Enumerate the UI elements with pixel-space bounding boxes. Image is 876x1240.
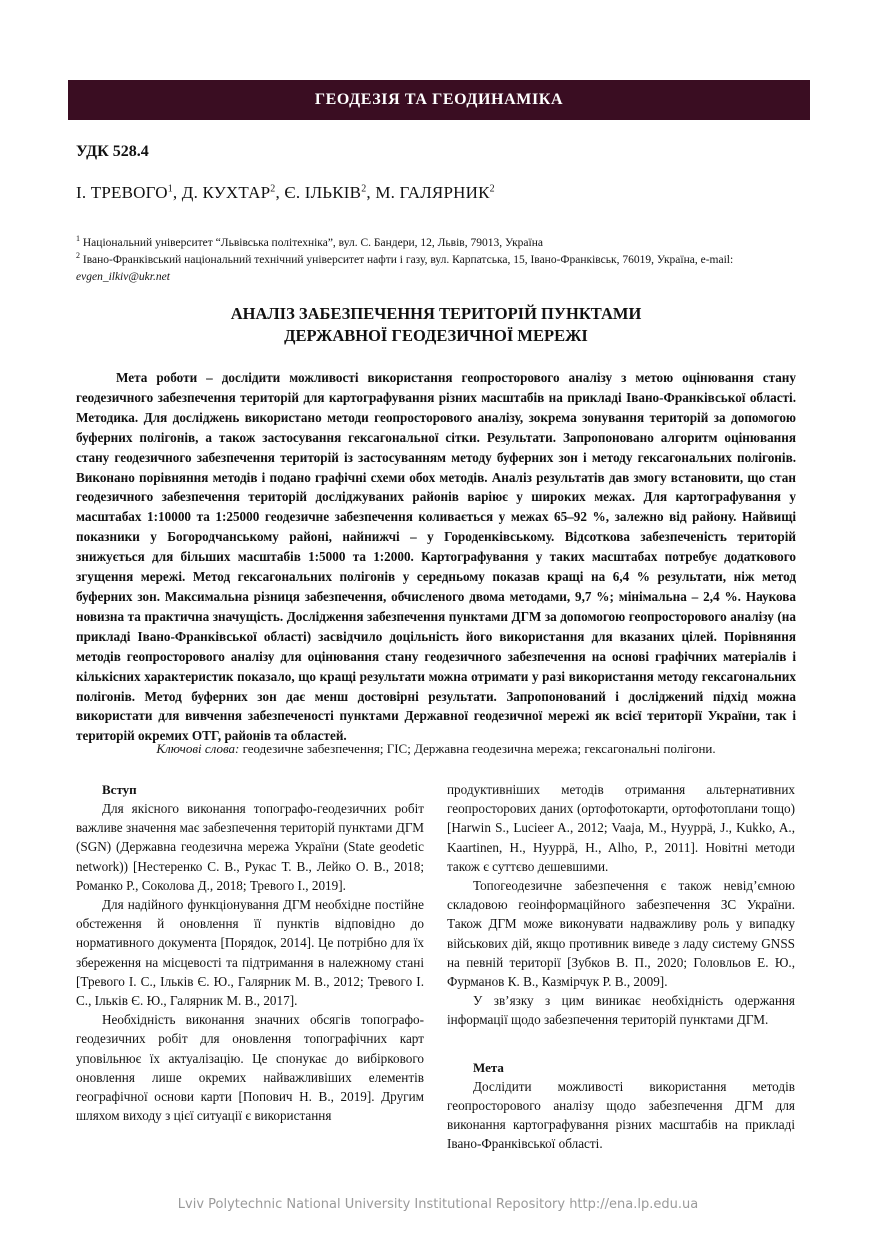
affiliation: $^1$ Національний університет “Львівська політехніка”, вул. С. Бандери, 12, Львів, 79013, Україна	[76, 234, 543, 249]
left-column	[76, 780, 424, 1125]
abstract-novelty-label: Наукова новизна та практична значущість.	[76, 588, 796, 624]
author-affiliation-mark: 2	[270, 183, 276, 195]
author-name: М. ГАЛЯРНИК	[375, 183, 490, 202]
aim-heading: Мета	[473, 1059, 504, 1075]
paragraph: Для надійного функціонування ДГМ необхідне постійне обстеження й оновлення її пунктів відповідно до нормативного документа [Порядок, 2014]. Це потрібно для їх збереження на місцевості та підтримання в належному стані [Тревого І. С., Ільків Є. Ю., Галярник М. В., 2012; Тревого І. С., Ільків Є. Ю., Галярник М. В., 2017].	[76, 897, 424, 1009]
paragraph: Топогеодезичне забезпечення є також невід’ємною складовою геоінформаційного забезпечення ЗС України. Також ДГМ може виконувати надважливу роль у випадку військових дій, якщо противник виведе з ладу систему GNSS на певній території [Зубков В. П., 2020; Головльов Е. Ю., Фурманов К. В., Казмірчук Р. В., 2009].	[447, 878, 795, 990]
author-list: І. ТРЕВОГО$^1$, Д. КУХТАР$^2$, Є. ІЛЬКІВ$^2$, М. ГАЛЯРНИК$^2$	[76, 183, 495, 202]
keywords-label: Ключові слова:	[156, 741, 240, 756]
author-name: І. ТРЕВОГО	[76, 183, 168, 202]
keywords: Ключові слова: геодезичне забезпечення; ГІС; Державна геодезична мережа; гексагональні полігони.	[156, 741, 716, 756]
intro-heading: Вступ	[102, 782, 137, 797]
section-banner-text: ГЕОДЕЗІЯ ТА ГЕОДИНАМІКА	[314, 91, 564, 108]
email-link[interactable]: evgen_ilkiv@ukr.net	[76, 270, 170, 283]
abstract-aim-label: Мета роботи –	[116, 370, 213, 385]
affiliation: $^2$ Івано-Франківський національний технічний університет нафти і газу, вул. Карпатська, 15, Івано-Франківськ, 76019, Україна, e-mail: evgen_ilkiv@ukr.net	[76, 251, 734, 283]
paragraph: Для якісного виконання топографо-геодезичних робіт важливе значення має забезпечення територій пунктами ДГМ (SGN) (Державна геодезична мережа України (State geodetic network)) [Нестеренко С. В., Рукас Т. В., Лейко О. В., 2018; Романко Р., Соколова Д., 2018; Тревого І., 2019].	[76, 801, 424, 893]
author-name: Є. ІЛЬКІВ	[284, 183, 362, 202]
paragraph: У зв’язку з цим виникає необхідність одержання інформації щодо забезпечення територій пунктами ДГМ.	[447, 993, 795, 1028]
abstract: Мета роботи – дослідити можливості використання геопросторового аналізу з метою оцінювання стану геодезичного забезпечення територій для картографування різних масштабів на прикладі Івано-Франківської області. Методика. Для досліджень використано методи геопросторового аналізу, зокрема зонування територій за допомогою буферних полігонів, а також застосування гексагональної сітки. Результати. Запропоновано алгоритм оцінювання стану геодезичного забезпечення територій із застосуванням методу буферних зон і методу гексагональних полігонів. Виконано порівняння методів і подано графічні схеми обох методів. Аналіз результатів дав змогу встановити, що стан геодезичного забезпечення територій досліджуваних районів варіює у широких межах. Для картографування у масштабах 1:10000 та 1:25000 геодезичне забезпечення коливається у межах 65–92 %, залежно від району. Найвищі показники у Богородчанському районі, найнижчі – у Городенківському. Відсоткова забезпеченість територій знижується для більших масштабів 1:5000 та 1:2000. Картографування у таких масштабах потребує додаткового згущення мережі. Метод гексагональних полігонів у середньому показав кращі на 6,4 % результати, ніж метод буферних зон. Максимальна різниця забезпечення, обчисленого двома методами, 9,7 %; мінімальна – 2,4 %. Наукова новизна та практична значущість. Дослідження забезпечення пунктами ДГМ за допомогою геопросторового аналізу (на прикладі Івано-Франківської області) засвідчило доцільність його використання для вказаних цілей. Порівняння методів геопросторового аналізу для оцінювання стану геодезичного забезпечення на основі графічних матеріалів і кількісних характеристик показало, що кращі результати можна отримати у разі використання методу гексагональних полігонів. Метод буферних зон дає менш достовірні результати. Запропонований і досліджений підхід можна використати для вивчення забезпеченості пунктами Державної геодезичної мережі як всієї території України, так і територій окремих ОТГ, районів та областей.	[76, 370, 797, 744]
right-column	[447, 780, 795, 1153]
abstract-results-label: Результати.	[486, 429, 557, 445]
paper-title: АНАЛІЗ ЗАБЕЗПЕЧЕННЯ ТЕРИТОРІЙ ПУНКТАМИ ДЕРЖАВНОЇ ГЕОДЕЗИЧНОЇ МЕРЕЖІ	[230, 304, 642, 345]
udk-code: УДК 528.4	[76, 143, 149, 160]
author-affiliation-mark: 2	[361, 183, 367, 195]
author-affiliation-mark: 1	[167, 183, 173, 195]
paragraph: продуктивніших методів отримання альтернативних геопросторових даних (ортофотокарти, ортофотоплани тощо) [Harwin S., Lucieer A., 2012; Vaaja, M., Hyyppä, J., Kukko, A., Kaartinen, H., Hyyppä, H., Alho, P., 2011]. Новітні методи також є суттєво дешевшими.	[447, 782, 795, 874]
paragraph: Дослідити можливості використання методів геопросторового аналізу щодо забезпечення ДГМ для виконання картографування різних масштабів на прикладі Івано-Франківської області.	[447, 1078, 795, 1152]
author-name: Д. КУХТАР	[181, 183, 271, 202]
section-banner	[68, 80, 810, 120]
author-affiliation-mark: 2	[489, 183, 495, 195]
abstract-method-label: Методика.	[76, 409, 139, 425]
repository-footer: Lviv Polytechnic National University Institutional Repository http://ena.lp.edu.ua	[177, 1197, 699, 1212]
paragraph: Необхідність виконання значних обсягів топографо-геодезичних робіт для оновлення топографічних карт уповільнює їх актуалізацію. Це спонукає до вибіркового оновлення лише окремих найважливіших елементів географічної основи карти [Попович Н. В., 2019]. Другим шляхом виходу з цієї ситуації є використання	[76, 1012, 424, 1124]
